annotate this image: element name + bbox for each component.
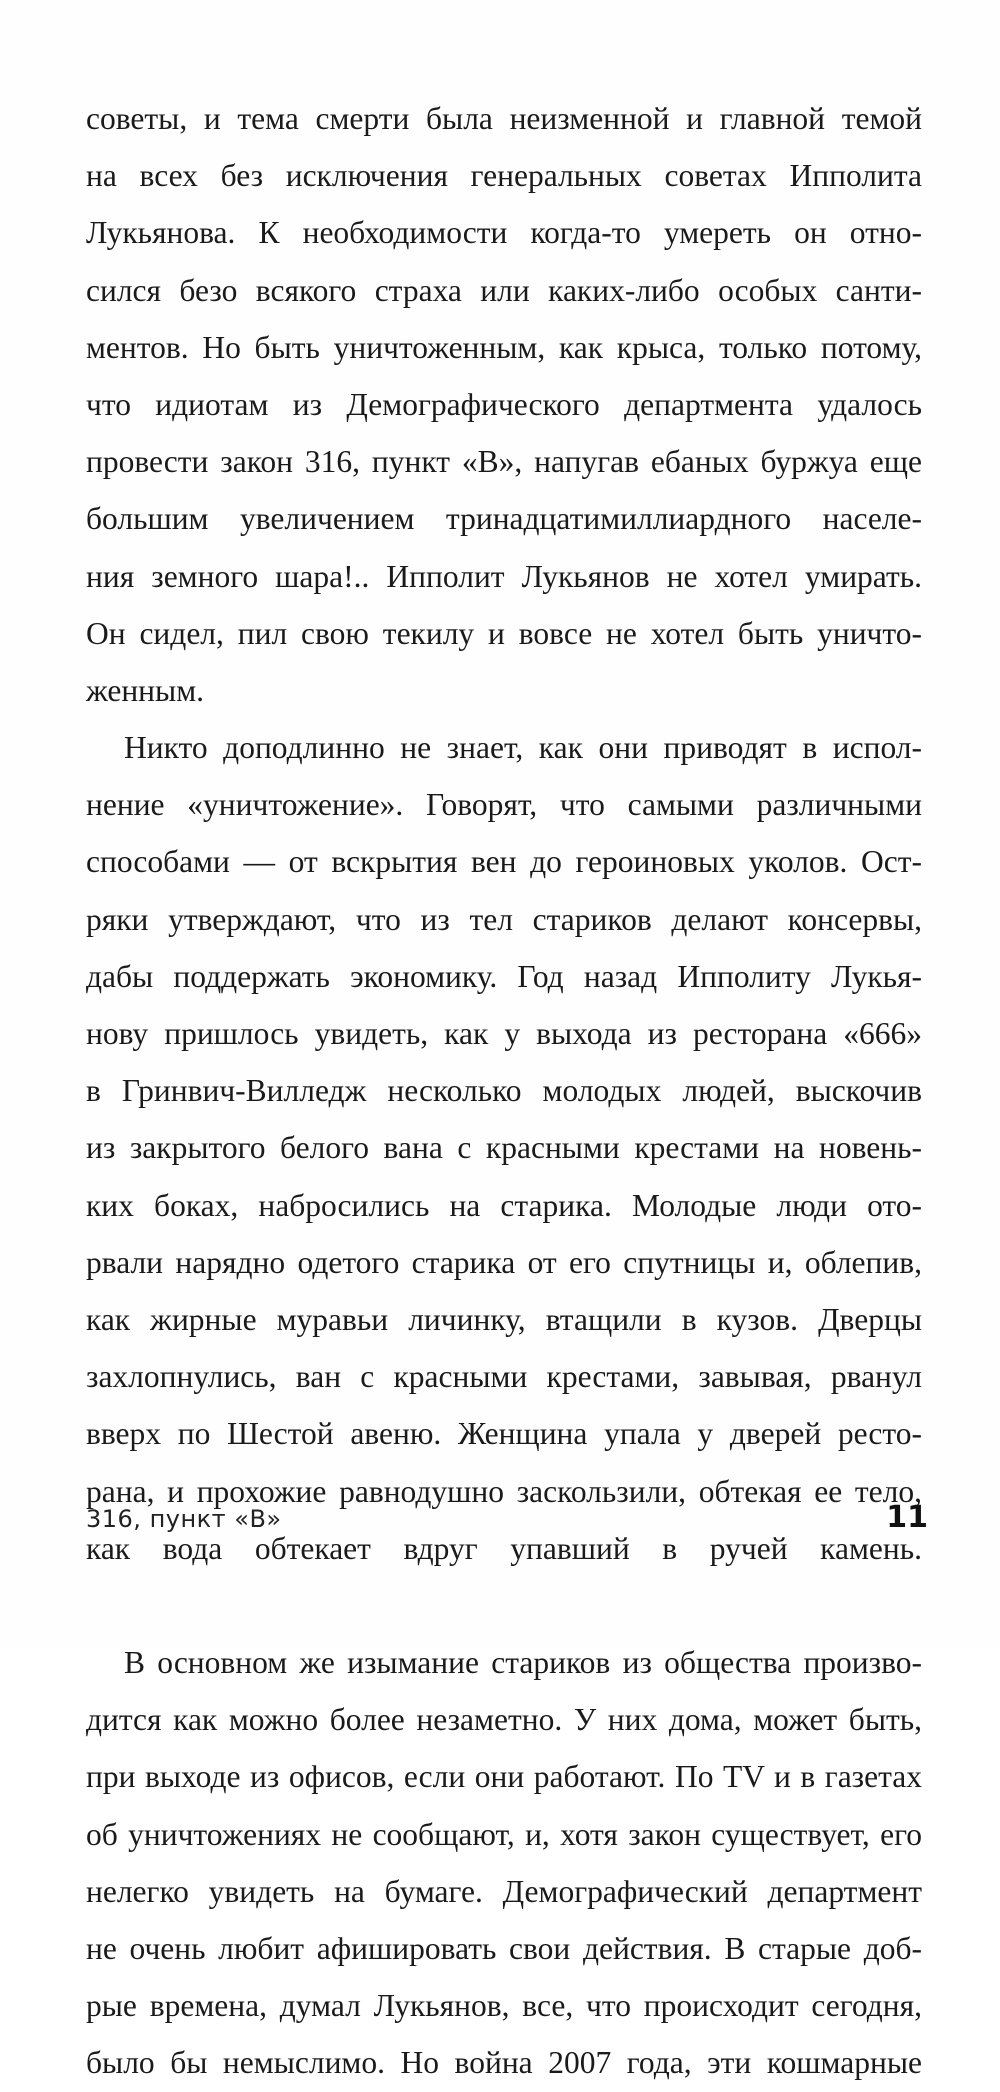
paragraph-1 — [86, 90, 922, 719]
text-line: нение «уничтожение». Говорят, что самыми различными — [86, 787, 922, 823]
text-line: ментов. Но быть уничтоженным, как крыса, только потому, — [86, 329, 922, 365]
text-line: В основном же изымание стариков из общества произво- — [124, 1645, 922, 1681]
text-line: было бы немыслимо. Но война 2007 года, эти кошмарные — [86, 2045, 922, 2081]
text-line: рана, и прохожие равнодушно заскользили, обтекая ее тело, — [86, 1473, 922, 1509]
text-line: женным. — [86, 672, 205, 708]
text-line: что идиотам из Демографического департмента удалось — [86, 386, 922, 422]
text-line: не очень любит афишировать свои действия. В старые доб- — [86, 1931, 922, 1966]
text-line: провести закон 316, пункт «В», напугав ебаных буржуа еще — [86, 444, 922, 480]
text-line: рвали нарядно одетого старика от его спутницы и, облепив, — [86, 1244, 922, 1280]
text-line: дабы поддержать экономику. Год назад Ипполиту Лукья- — [86, 958, 922, 994]
text-line: ких боках, набросились на старика. Молодые люди ото- — [86, 1187, 922, 1223]
text-line: при выходе из офисов, если они работают. По TV и в газетах — [86, 1759, 922, 1795]
text-line: дится как можно более незаметно. У них дома, может быть, — [86, 1702, 922, 1738]
text-line: нелегко увидеть на бумаге. Демографический департмент — [86, 1873, 922, 1909]
text-line: из закрытого белого вана с красными крестами на новень- — [86, 1130, 922, 1166]
page-number: 11 — [886, 1500, 928, 1535]
text-line: захлопнулись, ван с красными крестами, завывая, рванул — [86, 1359, 922, 1395]
text-line: большим увеличением тринадцатимиллиардного населе- — [86, 501, 922, 537]
text-line: сился безо всякого страха или каких-либо особых санти- — [86, 272, 922, 308]
text-line: ния земного шара!.. Ипполит Лукьянов не хотел умирать. — [86, 558, 922, 594]
text-line: как вода обтекает вдруг упавший в ручей камень. — [86, 1530, 922, 1566]
text-line: рые времена, думал Лукьянов, все, что происходит сегодня, — [86, 1988, 922, 2024]
text-line: советы, и тема смерти была неизменной и главной темой — [86, 101, 922, 136]
text-line: нову пришлось увидеть, как у выхода из ресторана «666» — [86, 1016, 922, 1051]
text-line: Он сидел, пил свою текилу и вовсе не хотел быть уничто- — [86, 615, 922, 651]
text-line: способами — от вскрытия вен до героиновых уколов. Ост- — [86, 844, 922, 880]
text-line: Никто доподлинно не знает, как они приводят в испол- — [124, 730, 922, 766]
body-text — [86, 90, 922, 2092]
paragraph-3 — [86, 1634, 922, 2092]
text-line: ряки утверждают, что из тел стариков делают консервы, — [86, 901, 922, 937]
text-line: вверх по Шестой авеню. Женщина упала у дверей ресто- — [86, 1416, 922, 1452]
text-line: как жирные муравьи личинку, втащили в кузов. Дверцы — [86, 1301, 922, 1337]
text-line — [86, 1577, 922, 1634]
running-title: 316, пункт «В» — [86, 1505, 282, 1533]
text-line: на всех без исключения генеральных советах Ипполита — [86, 158, 922, 194]
text-line: об уничтожениях не сообщают, и, хотя закон существует, его — [86, 1816, 922, 1852]
paragraph-2 — [86, 719, 922, 1634]
text-line: Лукьянова. К необходимости когда-то умереть он отно- — [86, 215, 922, 251]
text-line: в Гринвич-Вилледж несколько молодых людей, выскочив — [86, 1073, 922, 1109]
